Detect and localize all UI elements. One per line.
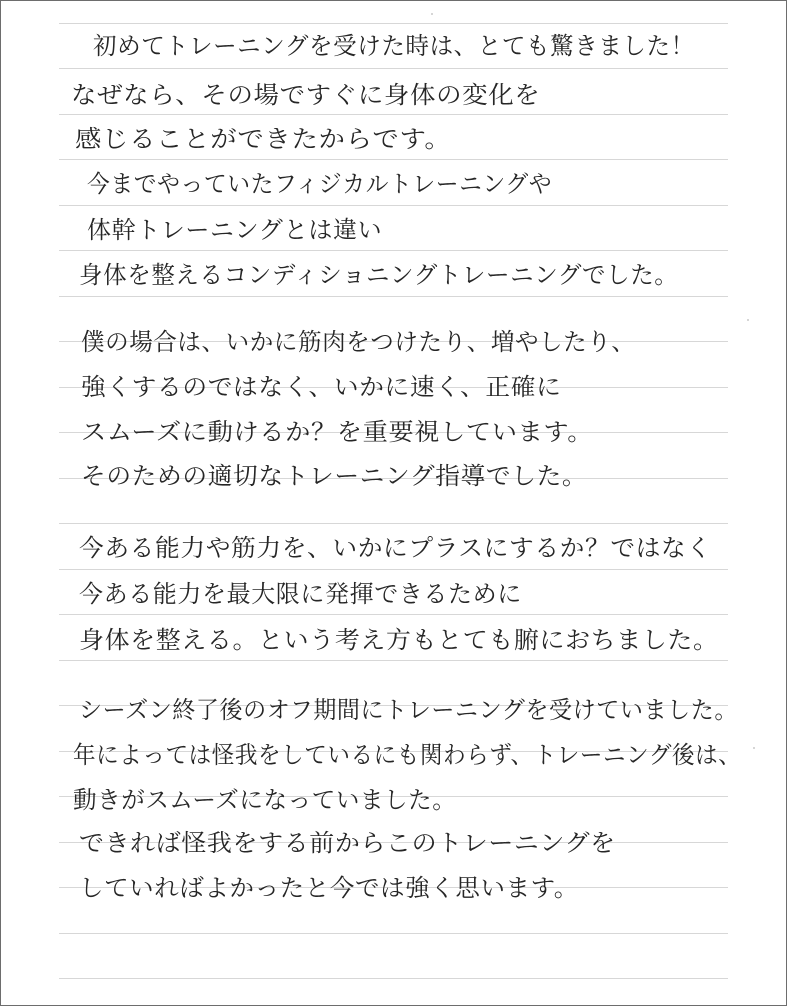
ruled-line bbox=[59, 205, 728, 206]
letter-line: 今ある能力や筋力を、いかにプラスにするか？ではなく bbox=[79, 534, 712, 562]
ruled-line bbox=[59, 614, 728, 615]
ruled-line bbox=[59, 523, 728, 524]
letter-line: 年によっては怪我をしているにも関わらず、トレーニング後は、 bbox=[73, 741, 742, 769]
ruled-line bbox=[59, 68, 728, 69]
letter-line: 感じることができたからです。 bbox=[75, 125, 452, 153]
letter-line: 身体を整えるコンディショニングトレーニングでした。 bbox=[79, 261, 679, 289]
letter-line: シーズン終了後のオフ期間にトレーニングを受けていました。 bbox=[79, 696, 738, 724]
letter-line: 体幹トレーニングとは違い bbox=[87, 216, 383, 244]
letter-line: 僕の場合は、いかに筋肉をつけたり、増やしたり、 bbox=[81, 328, 636, 356]
letter-line: していればよかったと今では強く思います。 bbox=[79, 874, 579, 902]
letter-line: 今までやっていたフィジカルトレーニングや bbox=[87, 170, 553, 198]
paper-speck bbox=[753, 747, 755, 749]
letter-line: できれば怪我をする前からこのトレーニングを bbox=[79, 829, 616, 857]
paper-speck bbox=[747, 319, 749, 321]
ruled-line bbox=[59, 159, 728, 160]
ruled-line bbox=[59, 933, 728, 934]
letter-line: 強くするのではなく、いかに速く、正確に bbox=[81, 373, 562, 401]
letter-line: そのための適切なトレーニング指導でした。 bbox=[81, 462, 588, 490]
letter-line: 身体を整える。という考え方もとても腑におちました。 bbox=[79, 626, 719, 654]
letter-line: 初めてトレーニングを受けた時は、とても驚きました！ bbox=[93, 32, 695, 60]
letter-line: 動きがスムーズになっていました。 bbox=[73, 786, 457, 814]
letter-line: 今ある能力を最大限に発揮できるために bbox=[79, 580, 522, 608]
letter-line: スムーズに動けるか？を重要視しています。 bbox=[81, 418, 594, 446]
ruled-line bbox=[59, 296, 728, 297]
ruled-line bbox=[59, 23, 728, 24]
paper-speck bbox=[431, 13, 433, 15]
ruled-line bbox=[59, 569, 728, 570]
ruled-line bbox=[59, 660, 728, 661]
ruled-line bbox=[59, 250, 728, 251]
ruled-line bbox=[59, 978, 728, 979]
letter-line: なぜなら、その場ですぐに身体の変化を bbox=[71, 81, 541, 109]
ruled-line bbox=[59, 114, 728, 115]
